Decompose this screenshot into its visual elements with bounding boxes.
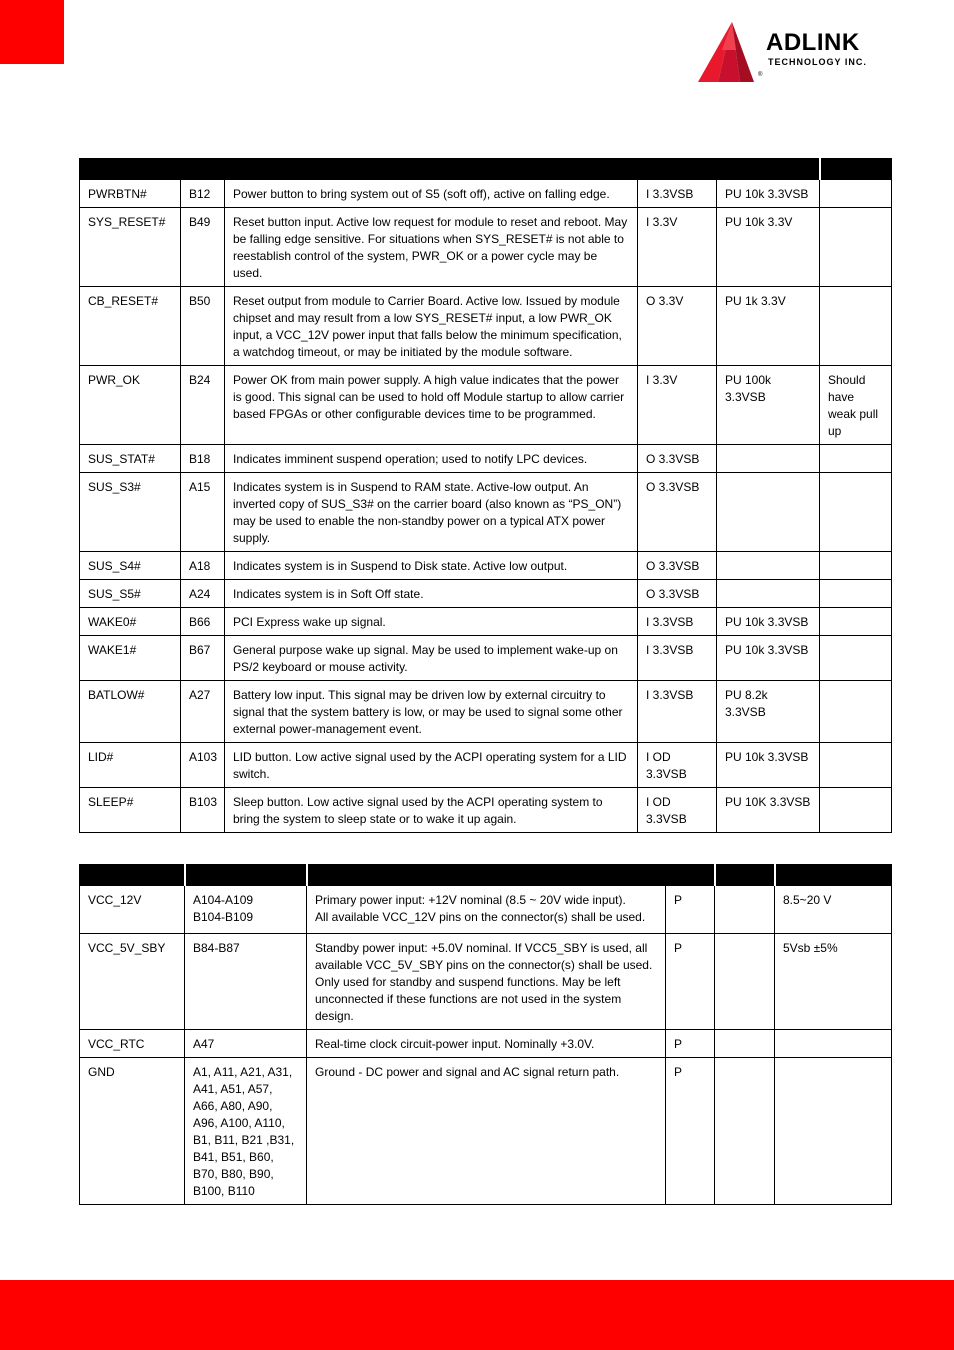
- pin-cell: B24: [181, 366, 225, 445]
- pull-cell: PU 10K 3.3VSB: [717, 788, 820, 833]
- table-header-bar: [80, 159, 892, 180]
- table-row: [80, 934, 892, 1030]
- pin-cell: A15: [181, 473, 225, 552]
- comment-cell: [820, 788, 892, 833]
- io-type-cell: I 3.3VSB: [638, 681, 717, 743]
- comment-cell: [775, 1058, 892, 1205]
- pull-cell: PU 100k 3.3VSB: [717, 366, 820, 445]
- io-type-cell: P: [666, 934, 715, 1030]
- comment-cell: [775, 1030, 892, 1058]
- signal-name-cell: SUS_S4#: [80, 552, 181, 580]
- description-cell: Indicates system is in Suspend to Disk state. Active low output.: [225, 552, 638, 580]
- table-row: [80, 1030, 892, 1058]
- description-cell: LID button. Low active signal used by the ACPI operating system for a LID switch.: [225, 743, 638, 788]
- description-cell: Ground - DC power and signal and AC signal return path.: [307, 1058, 666, 1205]
- description-cell: Primary power input: +12V nominal (8.5 ~ 20V wide input). All available VCC_12V pins on the connector(s) shall be used.: [307, 886, 666, 934]
- table-row: [80, 287, 892, 366]
- comment-cell: [820, 180, 892, 208]
- table-row: [80, 580, 892, 608]
- pin-cell: B66: [181, 608, 225, 636]
- description-cell: Indicates imminent suspend operation; used to notify LPC devices.: [225, 445, 638, 473]
- pin-cell: A47: [185, 1030, 307, 1058]
- signal-name-cell: VCC_5V_SBY: [80, 934, 185, 1030]
- comment-cell: Should have weak pull up: [820, 366, 892, 445]
- pull-cell: [717, 445, 820, 473]
- io-type-cell: P: [666, 1058, 715, 1205]
- pin-cell: B84-B87: [185, 934, 307, 1030]
- comment-cell: 5Vsb ±5%: [775, 934, 892, 1030]
- signal-name-cell: SUS_STAT#: [80, 445, 181, 473]
- table-row: [80, 608, 892, 636]
- pin-cell: A103: [181, 743, 225, 788]
- table-header-cell: [185, 865, 307, 886]
- pull-cell: [717, 580, 820, 608]
- description-cell: Indicates system is in Soft Off state.: [225, 580, 638, 608]
- io-type-cell: P: [666, 1030, 715, 1058]
- table-row: [80, 681, 892, 743]
- io-type-cell: I 3.3V: [638, 366, 717, 445]
- description-cell: Power button to bring system out of S5 (soft off), active on falling edge.: [225, 180, 638, 208]
- pin-cell: A18: [181, 552, 225, 580]
- pull-cell: PU 1k 3.3V: [717, 287, 820, 366]
- table-header-cell: [307, 865, 666, 886]
- table-row: [80, 445, 892, 473]
- signal-name-cell: GND: [80, 1058, 185, 1205]
- table-row: [80, 552, 892, 580]
- table-row: [80, 743, 892, 788]
- io-type-cell: I 3.3VSB: [638, 608, 717, 636]
- io-type-cell: I OD 3.3VSB: [638, 743, 717, 788]
- pull-cell: PU 10k 3.3VSB: [717, 180, 820, 208]
- table-header-cell: [820, 159, 892, 180]
- io-type-cell: P: [666, 886, 715, 934]
- table-row: [80, 1058, 892, 1205]
- pin-cell: A27: [181, 681, 225, 743]
- signal-name-cell: BATLOW#: [80, 681, 181, 743]
- signal-name-cell: VCC_12V: [80, 886, 185, 934]
- comment-cell: [820, 445, 892, 473]
- signal-name-cell: SUS_S3#: [80, 473, 181, 552]
- signal-name-cell: WAKE0#: [80, 608, 181, 636]
- pin-cell: B49: [181, 208, 225, 287]
- pull-cell: [717, 473, 820, 552]
- comment-cell: [820, 681, 892, 743]
- comment-cell: [820, 580, 892, 608]
- io-type-cell: O 3.3VSB: [638, 445, 717, 473]
- signal-name-cell: PWRBTN#: [80, 180, 181, 208]
- pin-cell: B103: [181, 788, 225, 833]
- description-cell: General purpose wake up signal. May be used to implement wake-up on PS/2 keyboard or mouse activity.: [225, 636, 638, 681]
- comment-cell: [820, 636, 892, 681]
- table-header-cell: [638, 159, 717, 180]
- table-header-cell: [225, 159, 638, 180]
- corner-accent-block: [0, 0, 64, 64]
- table-row: [80, 366, 892, 445]
- adlink-triangle-icon: [696, 20, 763, 84]
- description-cell: Standby power input: +5.0V nominal. If VCC5_SBY is used, all available VCC_5V_SBY pins on the connector(s) shall be used. Only used for standby and suspend functions. May be left unconnected if these functions are not used in the system design.: [307, 934, 666, 1030]
- description-cell: Indicates system is in Suspend to RAM state. Active-low output. An inverted copy of SUS_S3# on the carrier board (also known as “PS_ON”) may be used to enable the non-standby power on a typical ATX power supply.: [225, 473, 638, 552]
- pin-cell: B50: [181, 287, 225, 366]
- io-type-cell: I 3.3VSB: [638, 636, 717, 681]
- description-cell: Real-time clock circuit-power input. Nominally +3.0V.: [307, 1030, 666, 1058]
- pull-cell: PU 10k 3.3VSB: [717, 743, 820, 788]
- table-row: [80, 886, 892, 934]
- footer-bar: [0, 1280, 954, 1350]
- description-cell: Sleep button. Low active signal used by the ACPI operating system to bring the system to sleep state or to wake it up again.: [225, 788, 638, 833]
- comment-cell: [820, 608, 892, 636]
- table-row: [80, 208, 892, 287]
- table-header-cell: [181, 159, 225, 180]
- signal-table-power-management: [79, 158, 892, 833]
- io-type-cell: I 3.3VSB: [638, 180, 717, 208]
- io-type-cell: O 3.3VSB: [638, 580, 717, 608]
- table-row: [80, 636, 892, 681]
- pull-cell: [715, 934, 775, 1030]
- pin-cell: A1, A11, A21, A31, A41, A51, A57, A66, A80, A90, A96, A100, A110, B1, B11, B21 ,B31, B41, B51, B60, B70, B80, B90, B100, B110: [185, 1058, 307, 1205]
- brand-subtitle: TECHNOLOGY INC.: [768, 57, 867, 67]
- pull-cell: [715, 1030, 775, 1058]
- table-header-cell: [715, 865, 775, 886]
- description-cell: PCI Express wake up signal.: [225, 608, 638, 636]
- description-cell: Battery low input. This signal may be driven low by external circuitry to signal that the system battery is low, or may be used to signal some other external power-management event.: [225, 681, 638, 743]
- io-type-cell: O 3.3V: [638, 287, 717, 366]
- io-type-cell: O 3.3VSB: [638, 552, 717, 580]
- io-type-cell: I OD 3.3VSB: [638, 788, 717, 833]
- table-row: [80, 180, 892, 208]
- pin-cell: B12: [181, 180, 225, 208]
- pull-cell: [717, 552, 820, 580]
- description-cell: Reset button input. Active low request for module to reset and reboot. May be falling edge sensitive. For situations when SYS_RESET# is not able to reestablish control of the system, PWR_OK or a power cycle may be used.: [225, 208, 638, 287]
- comment-cell: [820, 743, 892, 788]
- signal-name-cell: PWR_OK: [80, 366, 181, 445]
- table-header-cell: [80, 159, 181, 180]
- table-row: [80, 473, 892, 552]
- table-header-bar: [80, 865, 892, 886]
- description-cell: Power OK from main power supply. A high value indicates that the power is good. This signal can be used to hold off Module startup to allow carrier based FPGAs or other configurable devices time to be programmed.: [225, 366, 638, 445]
- table-header-cell: [80, 865, 185, 886]
- io-type-cell: I 3.3V: [638, 208, 717, 287]
- comment-cell: [820, 473, 892, 552]
- io-type-cell: O 3.3VSB: [638, 473, 717, 552]
- signal-name-cell: LID#: [80, 743, 181, 788]
- description-cell: Reset output from module to Carrier Board. Active low. Issued by module chipset and may result from a low SYS_RESET# input, a low PWR_OK input, a VCC_12V power input that falls below the minimum specification, a watchdog timeout, or may be initiated by the module software.: [225, 287, 638, 366]
- comment-cell: [820, 552, 892, 580]
- signal-name-cell: SLEEP#: [80, 788, 181, 833]
- pull-cell: [715, 1058, 775, 1205]
- signal-name-cell: WAKE1#: [80, 636, 181, 681]
- pull-cell: [715, 886, 775, 934]
- comment-cell: 8.5~20 V: [775, 886, 892, 934]
- signal-name-cell: VCC_RTC: [80, 1030, 185, 1058]
- signal-name-cell: CB_RESET#: [80, 287, 181, 366]
- signal-name-cell: SUS_S5#: [80, 580, 181, 608]
- table-header-cell: [666, 865, 715, 886]
- registered-mark: ®: [758, 72, 763, 78]
- pin-cell: A24: [181, 580, 225, 608]
- table-header-cell: [717, 159, 820, 180]
- pin-cell: A104-A109 B104-B109: [185, 886, 307, 934]
- pull-cell: PU 10k 3.3VSB: [717, 608, 820, 636]
- pull-cell: PU 10k 3.3V: [717, 208, 820, 287]
- table-header-cell: [775, 865, 892, 886]
- adlink-logo: [696, 20, 906, 84]
- pin-cell: B18: [181, 445, 225, 473]
- pull-cell: PU 8.2k 3.3VSB: [717, 681, 820, 743]
- pull-cell: PU 10k 3.3VSB: [717, 636, 820, 681]
- table-row: [80, 788, 892, 833]
- pin-cell: B67: [181, 636, 225, 681]
- comment-cell: [820, 208, 892, 287]
- signal-table-power: [79, 864, 892, 1205]
- comment-cell: [820, 287, 892, 366]
- signal-name-cell: SYS_RESET#: [80, 208, 181, 287]
- brand-name: ADLINK: [766, 29, 860, 56]
